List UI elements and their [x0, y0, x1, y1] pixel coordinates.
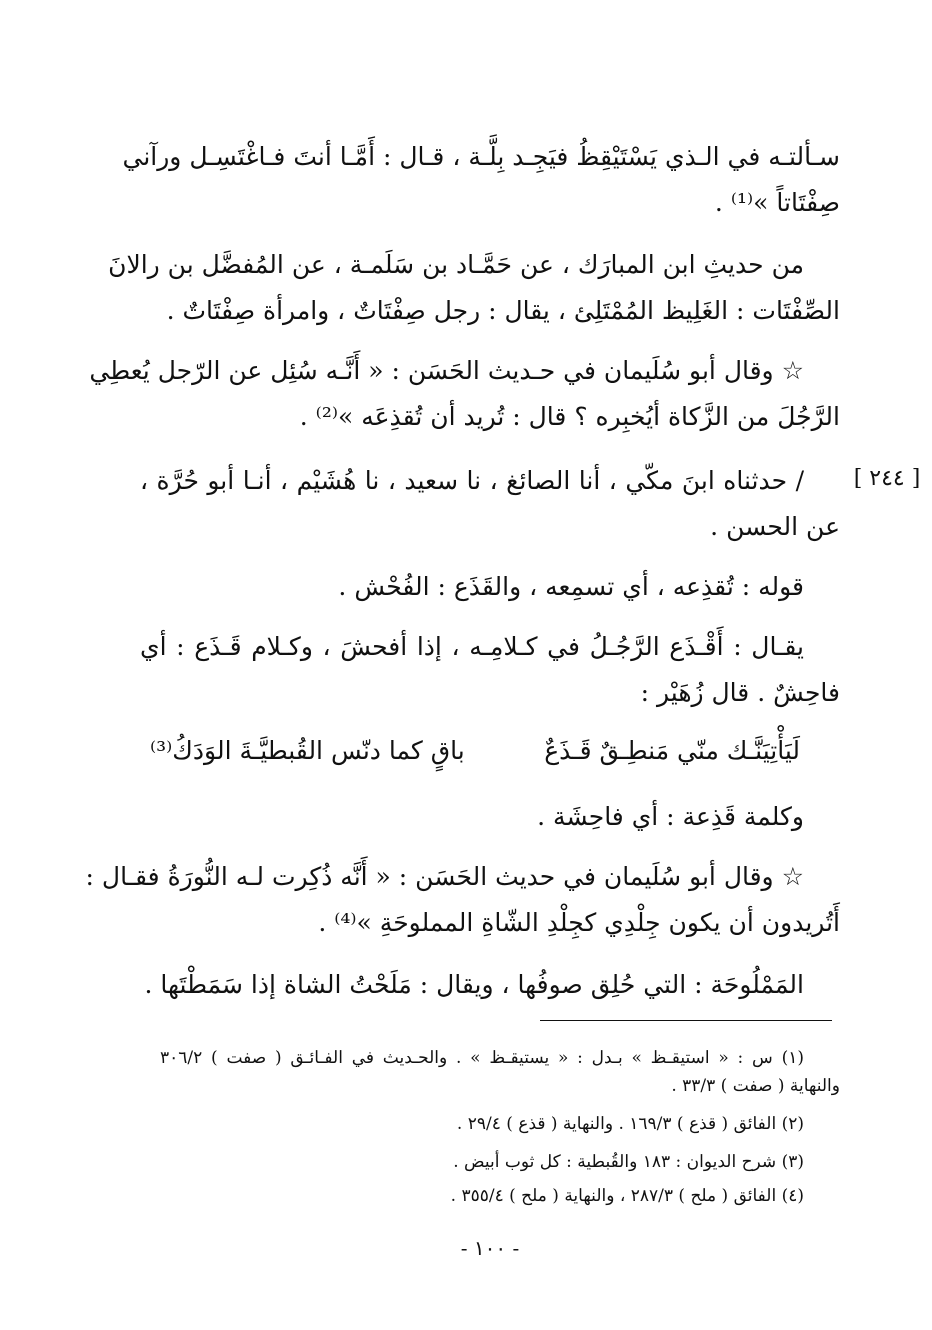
- paragraph-1-line-2: صِفْتَاتاً »⁽¹⁾ .: [714, 188, 840, 217]
- manuscript-folio-note: [ ٢٤٤ ]: [853, 466, 921, 491]
- paragraph-4-line-1: / حدثناه ابنَ مكّي ، أنا الصائغ ، نا سعيد ، نا هُشَيْم ، أنـا أبو حُرَّة ،: [140, 466, 804, 495]
- verse-hemistich-2: باقٍ كما دنّس القُبطيَّـةَ الوَدَكُ⁽³⁾: [150, 736, 465, 765]
- paragraph-3-line-2: الرَّجُلَ من الزَّكاة أيُخبِره ؟ قال : تُريد أن تُقذِعَه »⁽²⁾ .: [299, 402, 840, 431]
- paragraph-4-line-2: عن الحسن .: [710, 512, 840, 541]
- footnote-1-line-1: (١) س : « استيقـظ » بـدل : « يستيقـظ » . والحـديث في الفـائـق ( صفت ) ٣٠٦/٢: [160, 1048, 804, 1068]
- paragraph-7-line-1: وكلمة قَذِعة : أي فاحِشَة .: [537, 802, 804, 831]
- footnote-2-line: (٢) الفائق ( قذع ) ١٦٩/٣ . والنهاية ( قذع ) ٢٩/٤ .: [456, 1114, 804, 1134]
- page-number: - ١٠٠ -: [460, 1236, 520, 1260]
- footnote-1: [160, 1044, 840, 1100]
- poetry-verse: [140, 736, 840, 782]
- paragraph-2: [108, 242, 840, 334]
- paragraph-6-line-1: يقـال : أَقْـذَع الرَّجُـلُ في كـلامِـه ، إذا أفحشَ ، وكـلام قَـذَع : أي: [140, 632, 804, 661]
- paragraph-1-line-1: سـألتـه في الـذي يَسْتَيْقِظُ فيَجِـد بِلَّـة ، قـال : أَمَّـا أنتَ فـاغْتَسِـل ورآني: [122, 142, 840, 171]
- footnote-separator: [540, 1020, 832, 1021]
- verse-hemistich-1: لَيَأْتِيَنَّـك منّي مَنطِـقٌ قَـذَعٌ: [544, 736, 800, 765]
- paragraph-8-line-2: أَتُريدون أن يكون جِلْدِي كجِلْدِ الشّاةِ المملوحَةِ »⁽⁴⁾ .: [318, 908, 840, 937]
- paragraph-8-line-1: ☆ وقال أبو سُلَيمان في حديث الحَسَن : « أَنَّه ذُكِرت لـه النُّورَةُ فقـال :: [85, 862, 804, 891]
- paragraph-2-line-2: الصِّفْتَات : الغَلِيظ المُمْتَلِئ ، يقال : رجل صِفْتَاتٌ ، وامرأة صِفْتَاتٌ .: [166, 296, 840, 325]
- paragraph-2-line-1: من حديثِ ابن المبارَك ، عن حَمَّـاد بن سَلَمـة ، عن المُفضَّل بن رالانَ: [108, 250, 804, 279]
- footnote-2: [160, 1110, 840, 1138]
- paragraph-1: [122, 134, 840, 226]
- paragraph-9-line-1: المَمْلُوحَة : التي حُلِق صوفُها ، ويقال : مَلَحْتُ الشاة إذا سَمَطْتَها .: [144, 970, 804, 999]
- paragraph-9: [140, 962, 840, 1008]
- footnote-1-line-2: والنهاية ( صفت ) ٣٣/٣ .: [671, 1076, 840, 1096]
- footnote-3: [160, 1148, 840, 1176]
- footnote-4-line: (٤) الفائق ( ملح ) ٢٨٧/٣ ، والنهاية ( ملح ) ٣٥٥/٤ .: [450, 1186, 804, 1206]
- paragraph-3: [89, 348, 840, 440]
- paragraph-4: [140, 458, 840, 550]
- paragraph-6: [140, 624, 840, 716]
- paragraph-3-line-1: ☆ وقال أبو سُلَيمان في حـديث الحَسَن : « أَنَّـه سُئِل عن الرّجل يُعطِي: [89, 356, 804, 385]
- paragraph-5: [140, 564, 840, 610]
- footnote-3-line: (٣) شرح الديوان : ١٨٣ والقُبطية : كل ثوب أبيض .: [453, 1152, 804, 1172]
- paragraph-8: [85, 854, 840, 946]
- paragraph-7: [140, 794, 840, 840]
- paragraph-6-line-2: فاحِشٌ . قال زُهَيْر :: [640, 678, 840, 707]
- paragraph-5-line-1: قوله : تُقذِعه ، أي تسمِعه ، والقَذَع : الفُحْش .: [338, 572, 804, 601]
- footnote-4: [160, 1182, 840, 1210]
